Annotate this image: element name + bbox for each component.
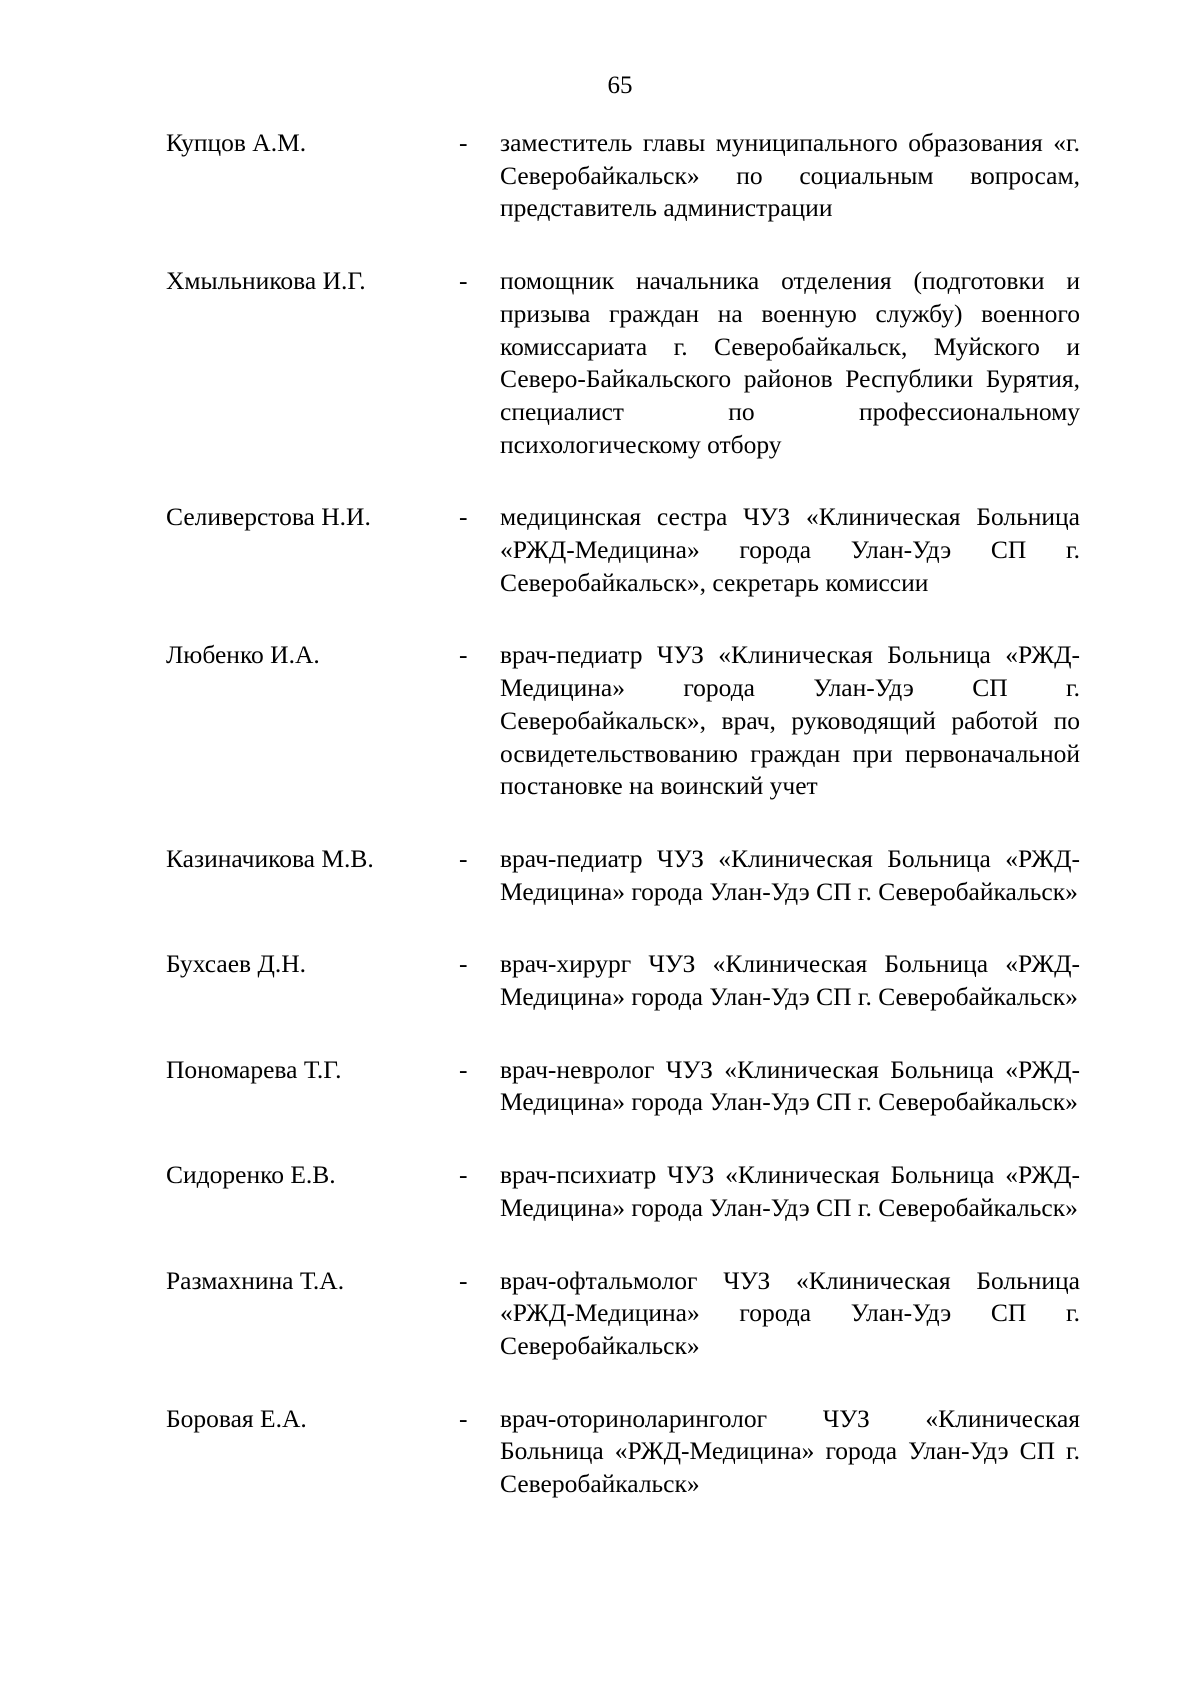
dash-separator: - xyxy=(459,1265,468,1295)
member-position: врач-оториноларинголог ЧУЗ «Клиническая Больница «РЖД-Медицина» города Улан-Удэ СП г. Северобайкальск» xyxy=(500,1403,1080,1499)
member-position: помощник начальника отделения (подготовки и призыва граждан на военную службу) военного комиссариата г. Северобайкальск, Муйского и Северо-Байкальского районов Республики Бурятия, специалист по профессиональному психологическому отбору xyxy=(500,266,1080,459)
dash-separator: - xyxy=(459,266,468,296)
list-item xyxy=(0,265,1200,461)
member-position: врач-педиатр ЧУЗ «Клиническая Больница «РЖД-Медицина» города Улан-Удэ СП г. Северобайкальск», врач, руководящий работой по освидетельствованию граждан при первоначальной постановке на воинский учет xyxy=(500,640,1080,801)
member-name: Казиначикова М.В. xyxy=(166,843,374,873)
commission-member-list xyxy=(0,127,1200,1541)
dash-separator: - xyxy=(459,949,468,979)
list-item xyxy=(0,501,1200,599)
list-item xyxy=(0,1159,1200,1224)
member-name: Любенко И.А. xyxy=(166,640,320,670)
member-name: Сидоренко Е.В. xyxy=(166,1160,336,1190)
dash-separator: - xyxy=(459,502,468,532)
member-name: Селиверстова Н.И. xyxy=(166,502,371,532)
member-name: Пономарева Т.Г. xyxy=(166,1054,342,1084)
dash-separator: - xyxy=(459,1160,468,1190)
list-item xyxy=(0,1265,1200,1363)
member-position: врач-офтальмолог ЧУЗ «Клиническая Больница «РЖД-Медицина» города Улан-Удэ СП г. Северобайкальск» xyxy=(500,1265,1080,1360)
member-position: врач-хирург ЧУЗ «Клиническая Больница «РЖД-Медицина» города Улан-Удэ СП г. Северобайкальск» xyxy=(500,949,1080,1012)
member-name: Бухсаев Д.Н. xyxy=(166,949,307,979)
member-position: врач-психиатр ЧУЗ «Клиническая Больница «РЖД-Медицина» города Улан-Удэ СП г. Северобайкальск» xyxy=(500,1160,1080,1222)
page-number: 65 xyxy=(607,72,633,99)
dash-separator: - xyxy=(459,1403,468,1433)
list-item xyxy=(0,843,1200,908)
list-item xyxy=(0,127,1200,225)
member-position: врач-педиатр ЧУЗ «Клиническая Больница «РЖД-Медицина» города Улан-Удэ СП г. Северобайкальск» xyxy=(500,843,1080,906)
list-item xyxy=(0,948,1200,1013)
member-position: врач-невролог ЧУЗ «Клиническая Больница «РЖД-Медицина» города Улан-Удэ СП г. Северобайкальск» xyxy=(500,1054,1080,1117)
member-name: Купцов А.М. xyxy=(166,128,307,157)
dash-separator: - xyxy=(459,128,468,157)
list-item xyxy=(0,1403,1200,1501)
list-item xyxy=(0,639,1200,803)
member-name: Размахнина Т.А. xyxy=(166,1265,345,1295)
list-item xyxy=(0,1054,1200,1119)
member-name: Хмыльникова И.Г. xyxy=(166,266,366,296)
dash-separator: - xyxy=(459,1054,468,1084)
dash-separator: - xyxy=(459,640,468,670)
dash-separator: - xyxy=(459,843,468,873)
member-name: Боровая Е.А. xyxy=(166,1403,307,1433)
member-position: медицинская сестра ЧУЗ «Клиническая Больница «РЖД-Медицина» города Улан-Удэ СП г. Северобайкальск», секретарь комиссии xyxy=(500,502,1080,597)
member-position: заместитель главы муниципального образования «г. Северобайкальск» по социальным вопросам, представитель администрации xyxy=(500,128,1080,223)
